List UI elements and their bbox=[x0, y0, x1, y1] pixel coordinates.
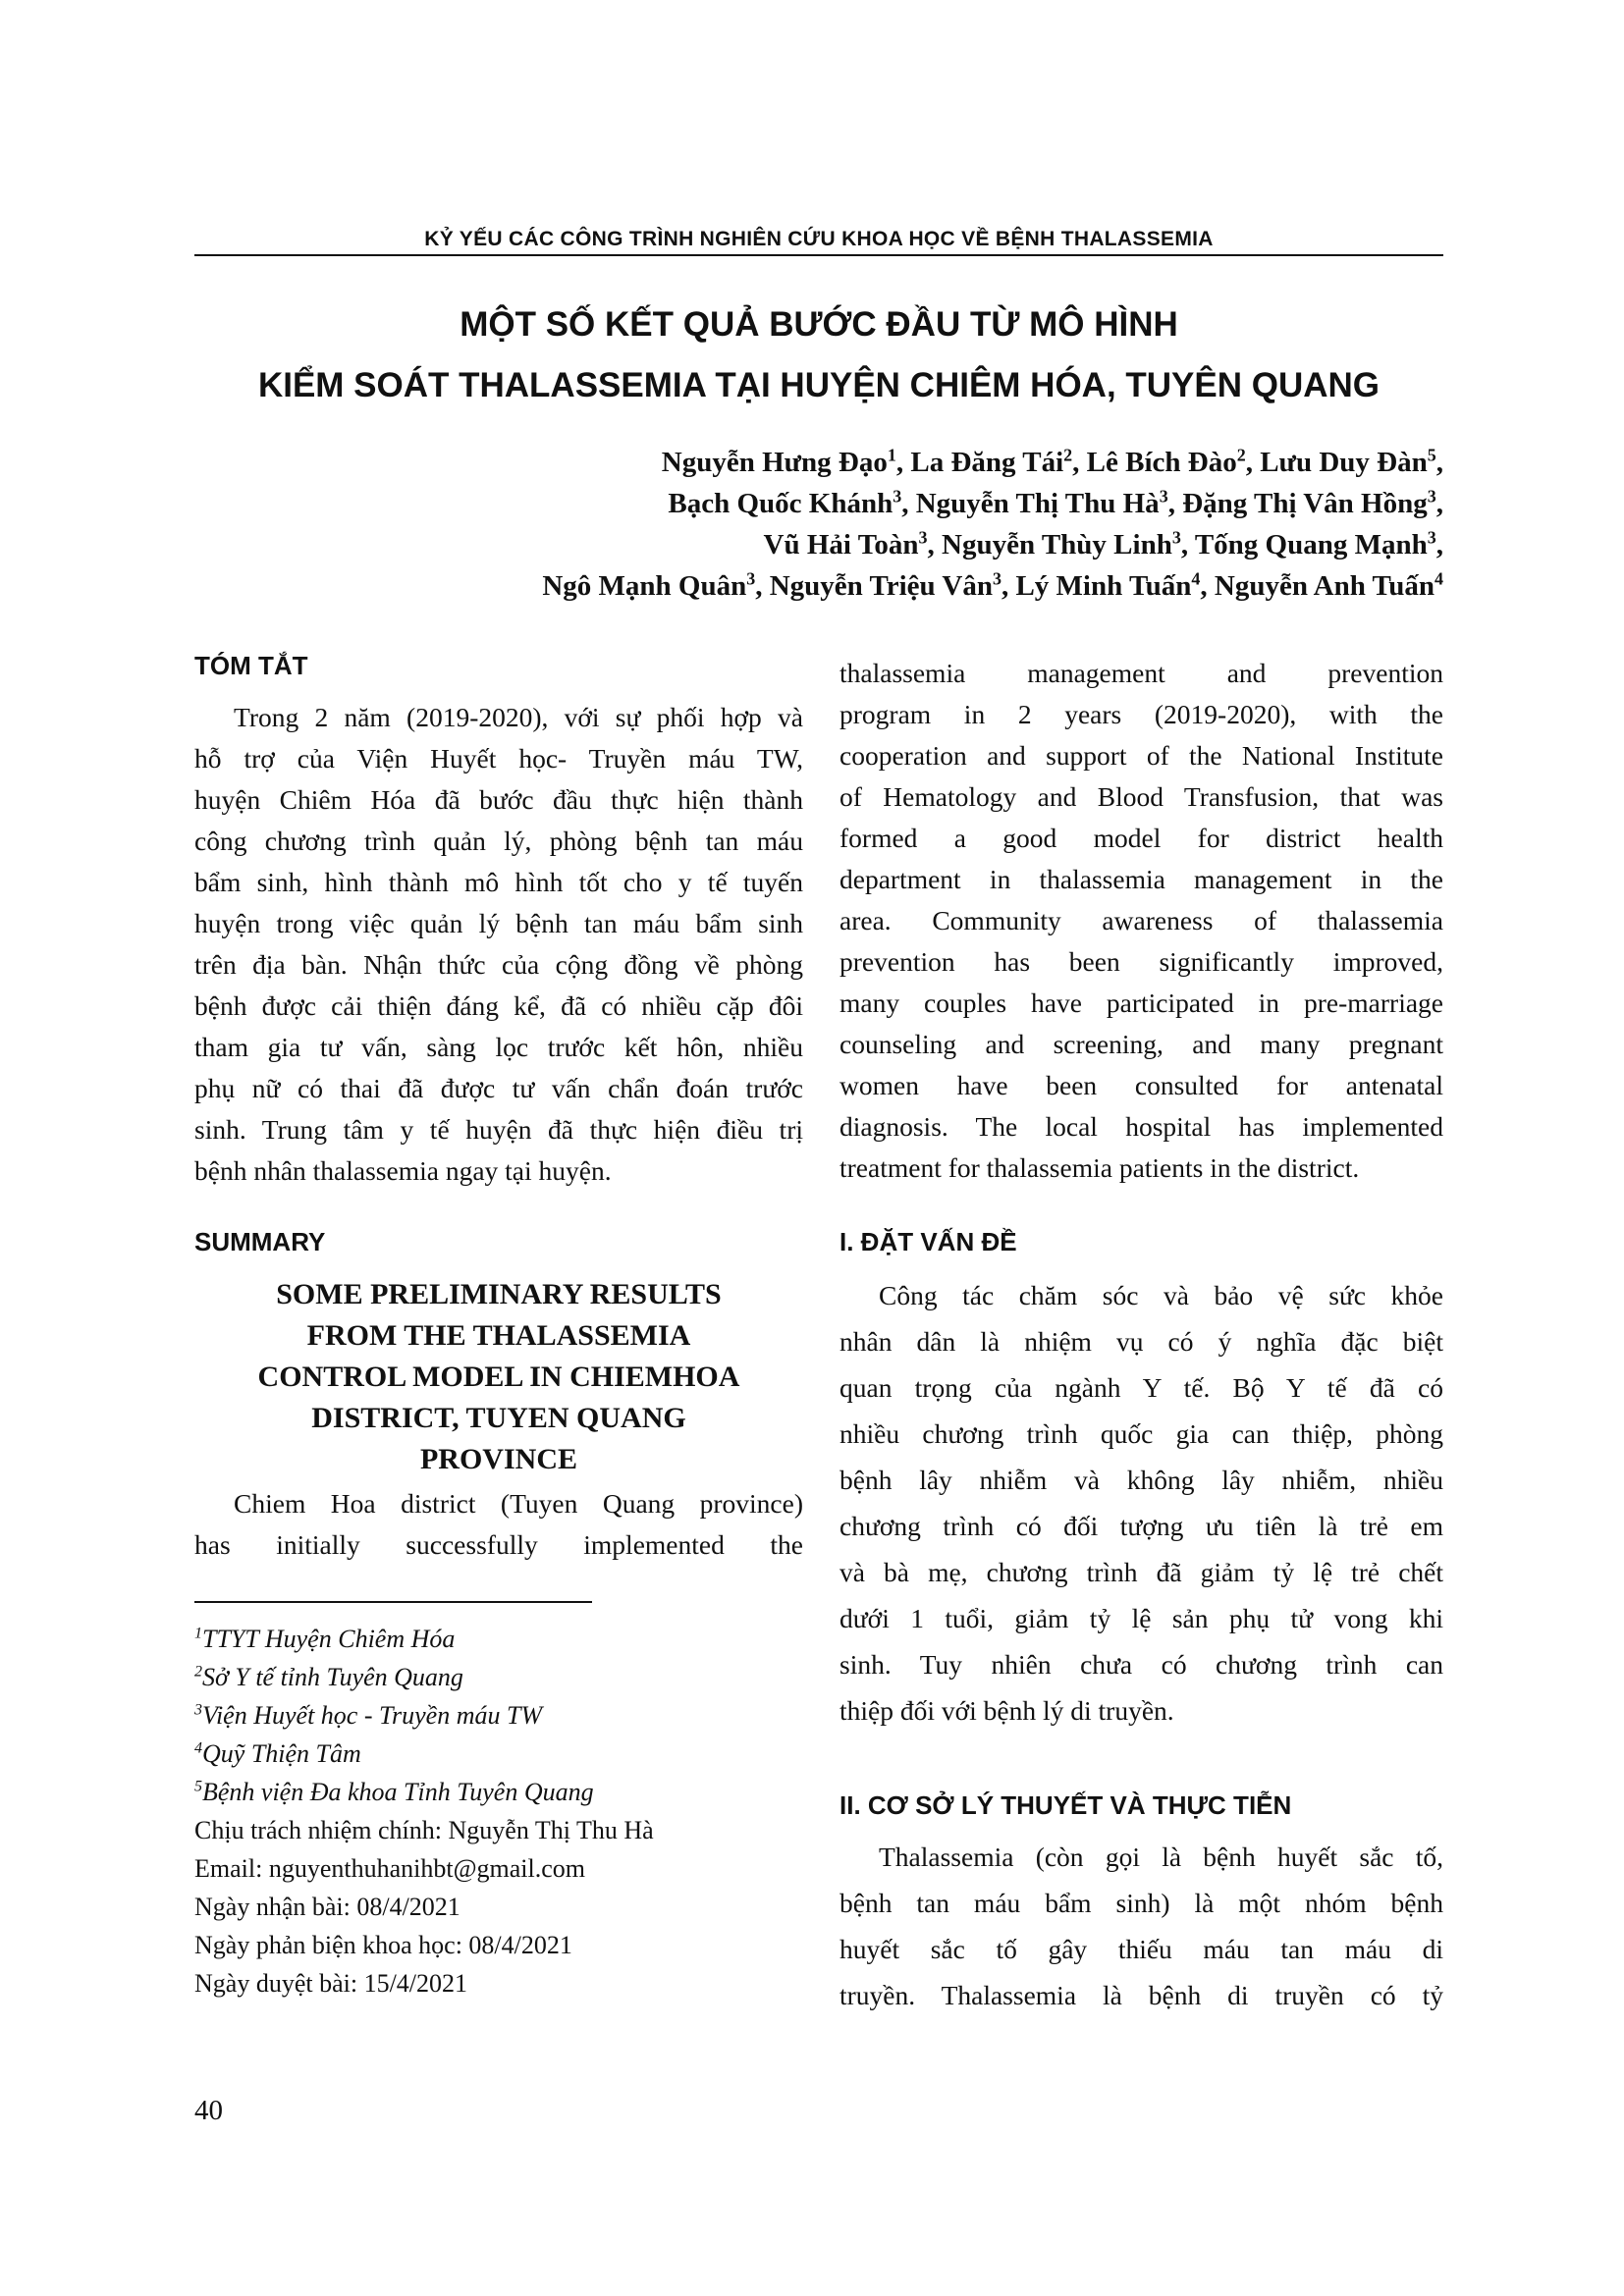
text-line: huyết sắc tố gây thiếu máu tan máu di bbox=[839, 1934, 1443, 1964]
text-line: huyện trong việc quản lý bệnh tan máu bẩm sinh bbox=[194, 908, 803, 938]
text-line: huyện Chiêm Hóa đã bước đầu thực hiện thành bbox=[194, 784, 803, 815]
summary-title bbox=[194, 1274, 803, 1480]
section-1-text bbox=[839, 1272, 1443, 1734]
footnote-text: Bệnh viện Đa khoa Tỉnh Tuyên Quang bbox=[202, 1778, 594, 1806]
text-line: thalassemia management and prevention bbox=[839, 658, 1443, 688]
page-number: 40 bbox=[194, 2095, 223, 2126]
summary-title-line: FROM THE THALASSEMIA bbox=[306, 1319, 691, 1352]
affiliation-mark: 2 bbox=[1236, 445, 1246, 465]
text-line: bệnh tan máu bẩm sinh) là một nhóm bệnh bbox=[839, 1888, 1443, 1918]
text-line: treatment for thalassemia patients in the district. bbox=[839, 1152, 1360, 1183]
author-name: Tống Quang Mạnh bbox=[1194, 529, 1428, 561]
text-line: chương trình có đối tượng ưu tiên là trẻ em bbox=[839, 1511, 1443, 1541]
affiliation-mark: 1 bbox=[887, 445, 896, 465]
author-name: Lưu Duy Đàn bbox=[1260, 447, 1428, 478]
footnote-affiliation bbox=[194, 1620, 803, 1658]
footnote-text: Quỹ Thiện Tâm bbox=[202, 1739, 361, 1768]
footnote-mark: 2 bbox=[194, 1663, 202, 1681]
text-line: và bà mẹ, chương trình đã giảm tỷ lệ trẻ chết bbox=[839, 1557, 1443, 1587]
author-name: Nguyễn Thùy Linh bbox=[942, 529, 1172, 561]
summary-title-line: SOME PRELIMINARY RESULTS bbox=[276, 1278, 722, 1310]
author-name: Đặng Thị Vân Hồng bbox=[1182, 488, 1428, 519]
author-name: La Đăng Tái bbox=[910, 447, 1064, 478]
text-line: many couples have participated in pre-marriage bbox=[839, 988, 1443, 1018]
footnote-mark: 4 bbox=[194, 1739, 202, 1757]
affiliation-mark: 3 bbox=[1427, 527, 1436, 548]
text-line: hỗ trợ của Viện Huyết học- Truyền máu TW, bbox=[194, 743, 803, 774]
affiliation-mark: 3 bbox=[893, 486, 902, 507]
affiliation-mark: 3 bbox=[1171, 527, 1181, 548]
affiliation-mark: 3 bbox=[1159, 486, 1168, 507]
text-line: counseling and screening, and many pregnant bbox=[839, 1029, 1443, 1059]
abstract-vi-text bbox=[194, 697, 803, 1192]
text-line: prevention has been significantly improved, bbox=[839, 946, 1443, 977]
footnote-affiliation bbox=[194, 1735, 803, 1773]
text-line: Công tác chăm sóc và bảo vệ sức khỏe bbox=[879, 1280, 1443, 1310]
date-reviewed: Ngày phản biện khoa học: 08/4/2021 bbox=[194, 1931, 572, 1959]
summary-title-line: CONTROL MODEL IN CHIEMHOA bbox=[257, 1361, 740, 1393]
author-list bbox=[353, 442, 1443, 607]
author-name: Lê Bích Đào bbox=[1086, 447, 1237, 478]
affiliation-mark: 4 bbox=[1435, 568, 1443, 589]
text-line: sinh. Tuy nhiên chưa có chương trình can bbox=[839, 1649, 1443, 1680]
date-received: Ngày nhận bài: 08/4/2021 bbox=[194, 1893, 460, 1921]
contact-email: Email: nguyenthuhanihbt@gmail.com bbox=[194, 1854, 585, 1883]
author-line: Nguyễn Hưng Đạo$^1$, La Đăng Tái$^2$, Lê Bích Đào$^2$, Lưu Duy Đàn$^5$, bbox=[661, 445, 1443, 478]
affiliation-mark: 3 bbox=[1427, 486, 1436, 507]
section-1-heading: I. ĐẶT VẤN ĐỀ bbox=[839, 1227, 1017, 1256]
author-name: Lý Minh Tuấn bbox=[1015, 570, 1192, 602]
text-line: department in thalassemia management in the bbox=[839, 864, 1443, 894]
footnote-affiliation bbox=[194, 1773, 803, 1811]
footnote-mark: 5 bbox=[194, 1778, 202, 1795]
text-line: quan trọng của ngành Y tế. Bộ Y tế đã có bbox=[839, 1372, 1443, 1403]
author-line: Ngô Mạnh Quân$^3$, Nguyễn Triệu Vân$^3$, Lý Minh Tuấn$^4$, Nguyễn Anh Tuấn$^4$ bbox=[542, 568, 1443, 602]
affiliation-mark: 3 bbox=[992, 568, 1001, 589]
text-line: program in 2 years (2019-2020), with the bbox=[839, 699, 1443, 729]
affiliation-mark: 2 bbox=[1063, 445, 1073, 465]
title-line: KIỂM SOÁT THALASSEMIA TẠI HUYỆN CHIÊM HÓA, TUYÊN QUANG bbox=[257, 366, 1380, 404]
footnote-affiliation bbox=[194, 1658, 803, 1696]
author-name: Nguyễn Anh Tuấn bbox=[1214, 570, 1435, 602]
text-line: Chiem Hoa district (Tuyen Quang province) bbox=[234, 1488, 803, 1519]
author-line: Bạch Quốc Khánh$^3$, Nguyễn Thị Thu $Hà^3$, Đặng Thị Vân Hồng$^3$, bbox=[668, 486, 1443, 519]
footnote-mark: 3 bbox=[194, 1701, 202, 1719]
footnote-mark: 1 bbox=[194, 1625, 202, 1642]
text-line: bệnh được cải thiện đáng kể, đã có nhiều cặp đôi bbox=[194, 990, 803, 1021]
summary-title-line: PROVINCE bbox=[419, 1443, 577, 1475]
section-2-text bbox=[839, 1834, 1443, 2018]
affiliation-mark: 3 bbox=[746, 568, 756, 589]
text-line: công chương trình quản lý, phòng bệnh tan máu bbox=[194, 826, 803, 856]
date-approved: Ngày duyệt bài: 15/4/2021 bbox=[194, 1969, 468, 1998]
summary-heading: SUMMARY bbox=[194, 1227, 326, 1256]
footnotes bbox=[194, 1620, 803, 2002]
author-name: Nguyễn Thị Thu Hà bbox=[915, 488, 1160, 519]
text-line: nhân dân là nhiệm vụ có ý nghĩa đặc biệt bbox=[839, 1326, 1443, 1357]
responsible-author: Chịu trách nhiệm chính: Nguyễn Thị Thu Hà bbox=[194, 1816, 654, 1844]
author-line: Vũ Hải Toàn$^3$, Nguyễn Thùy Linh$^3$, Tống Quang Mạnh$^3$, bbox=[763, 527, 1443, 561]
title-line: MỘT SỐ KẾT QUẢ BƯỚC ĐẦU TỪ MÔ HÌNH bbox=[460, 305, 1178, 344]
text-line: bẩm sinh, hình thành mô hình tốt cho y tế tuyến bbox=[194, 867, 803, 897]
text-line: dưới 1 tuổi, giảm tỷ lệ sản phụ tử vong khi bbox=[839, 1603, 1443, 1633]
affiliation-mark: 5 bbox=[1427, 445, 1436, 465]
text-line: thiệp đối với bệnh lý di truyền. bbox=[839, 1695, 1174, 1726]
text-line: phụ nữ có thai đã được tư vấn chẩn đoán trước bbox=[194, 1073, 803, 1103]
text-line: of Hematology and Blood Transfusion, that was bbox=[839, 781, 1443, 812]
footnote-text: TTYT Huyện Chiêm Hóa bbox=[202, 1625, 456, 1653]
text-line: bệnh nhân thalassemia ngay tại huyện. bbox=[194, 1155, 612, 1186]
text-line: trên địa bàn. Nhận thức của cộng đồng về phòng bbox=[194, 949, 803, 980]
running-header: KỶ YẾU CÁC CÔNG TRÌNH NGHIÊN CỨU KHOA HỌC VỀ BỆNH THALASSEMIA bbox=[424, 228, 1214, 250]
author-name: Nguyễn Triệu Vân bbox=[769, 570, 993, 602]
header-rule bbox=[194, 254, 1443, 256]
summary-text-left bbox=[194, 1483, 803, 1566]
author-name: Ngô Mạnh Quân bbox=[542, 570, 747, 602]
author-name: Bạch Quốc Khánh bbox=[668, 488, 893, 519]
affiliation-mark: 4 bbox=[1191, 568, 1201, 589]
author-name: Vũ Hải Toàn bbox=[763, 529, 919, 561]
footnote-text: Sở Y tế tỉnh Tuyên Quang bbox=[202, 1663, 463, 1691]
text-line: diagnosis. The local hospital has implemented bbox=[839, 1111, 1443, 1142]
text-line: bệnh lây nhiễm và không lây nhiễm, nhiều bbox=[839, 1465, 1443, 1495]
text-line: tham gia tư vấn, sàng lọc trước kết hôn, nhiều bbox=[194, 1032, 803, 1062]
footnote-affiliation bbox=[194, 1696, 803, 1735]
text-line: has initially successfully implemented the bbox=[194, 1529, 803, 1560]
text-line: Thalassemia (còn gọi là bệnh huyết sắc tố, bbox=[879, 1842, 1443, 1872]
text-line: women have been consulted for antenatal bbox=[839, 1070, 1443, 1100]
footnote-rule bbox=[194, 1601, 592, 1603]
author-name: Nguyễn Hưng Đạo bbox=[661, 447, 888, 478]
text-line: nhiều chương trình quốc gia can thiệp, phòng bbox=[839, 1418, 1443, 1449]
text-line: Trong 2 năm (2019-2020), với sự phối hợp và bbox=[234, 702, 803, 732]
abstract-vi-heading: TÓM TẮT bbox=[194, 651, 308, 680]
summary-text-right bbox=[839, 653, 1443, 1189]
text-line: cooperation and support of the National Institute bbox=[839, 740, 1443, 771]
summary-title-line: DISTRICT, TUYEN QUANG bbox=[311, 1402, 686, 1434]
text-line: area. Community awareness of thalassemia bbox=[839, 905, 1443, 935]
section-2-heading: II. CƠ SỞ LÝ THUYẾT VÀ THỰC TIỄN bbox=[839, 1790, 1292, 1820]
text-line: formed a good model for district health bbox=[839, 823, 1443, 853]
text-line: truyền. Thalassemia là bệnh di truyền có tỷ bbox=[839, 1980, 1443, 2010]
article-title bbox=[194, 294, 1443, 416]
text-line: sinh. Trung tâm y tế huyện đã thực hiện điều trị bbox=[194, 1114, 803, 1145]
footnote-text: Viện Huyết học - Truyền máu TW bbox=[202, 1701, 543, 1730]
affiliation-mark: 3 bbox=[918, 527, 928, 548]
